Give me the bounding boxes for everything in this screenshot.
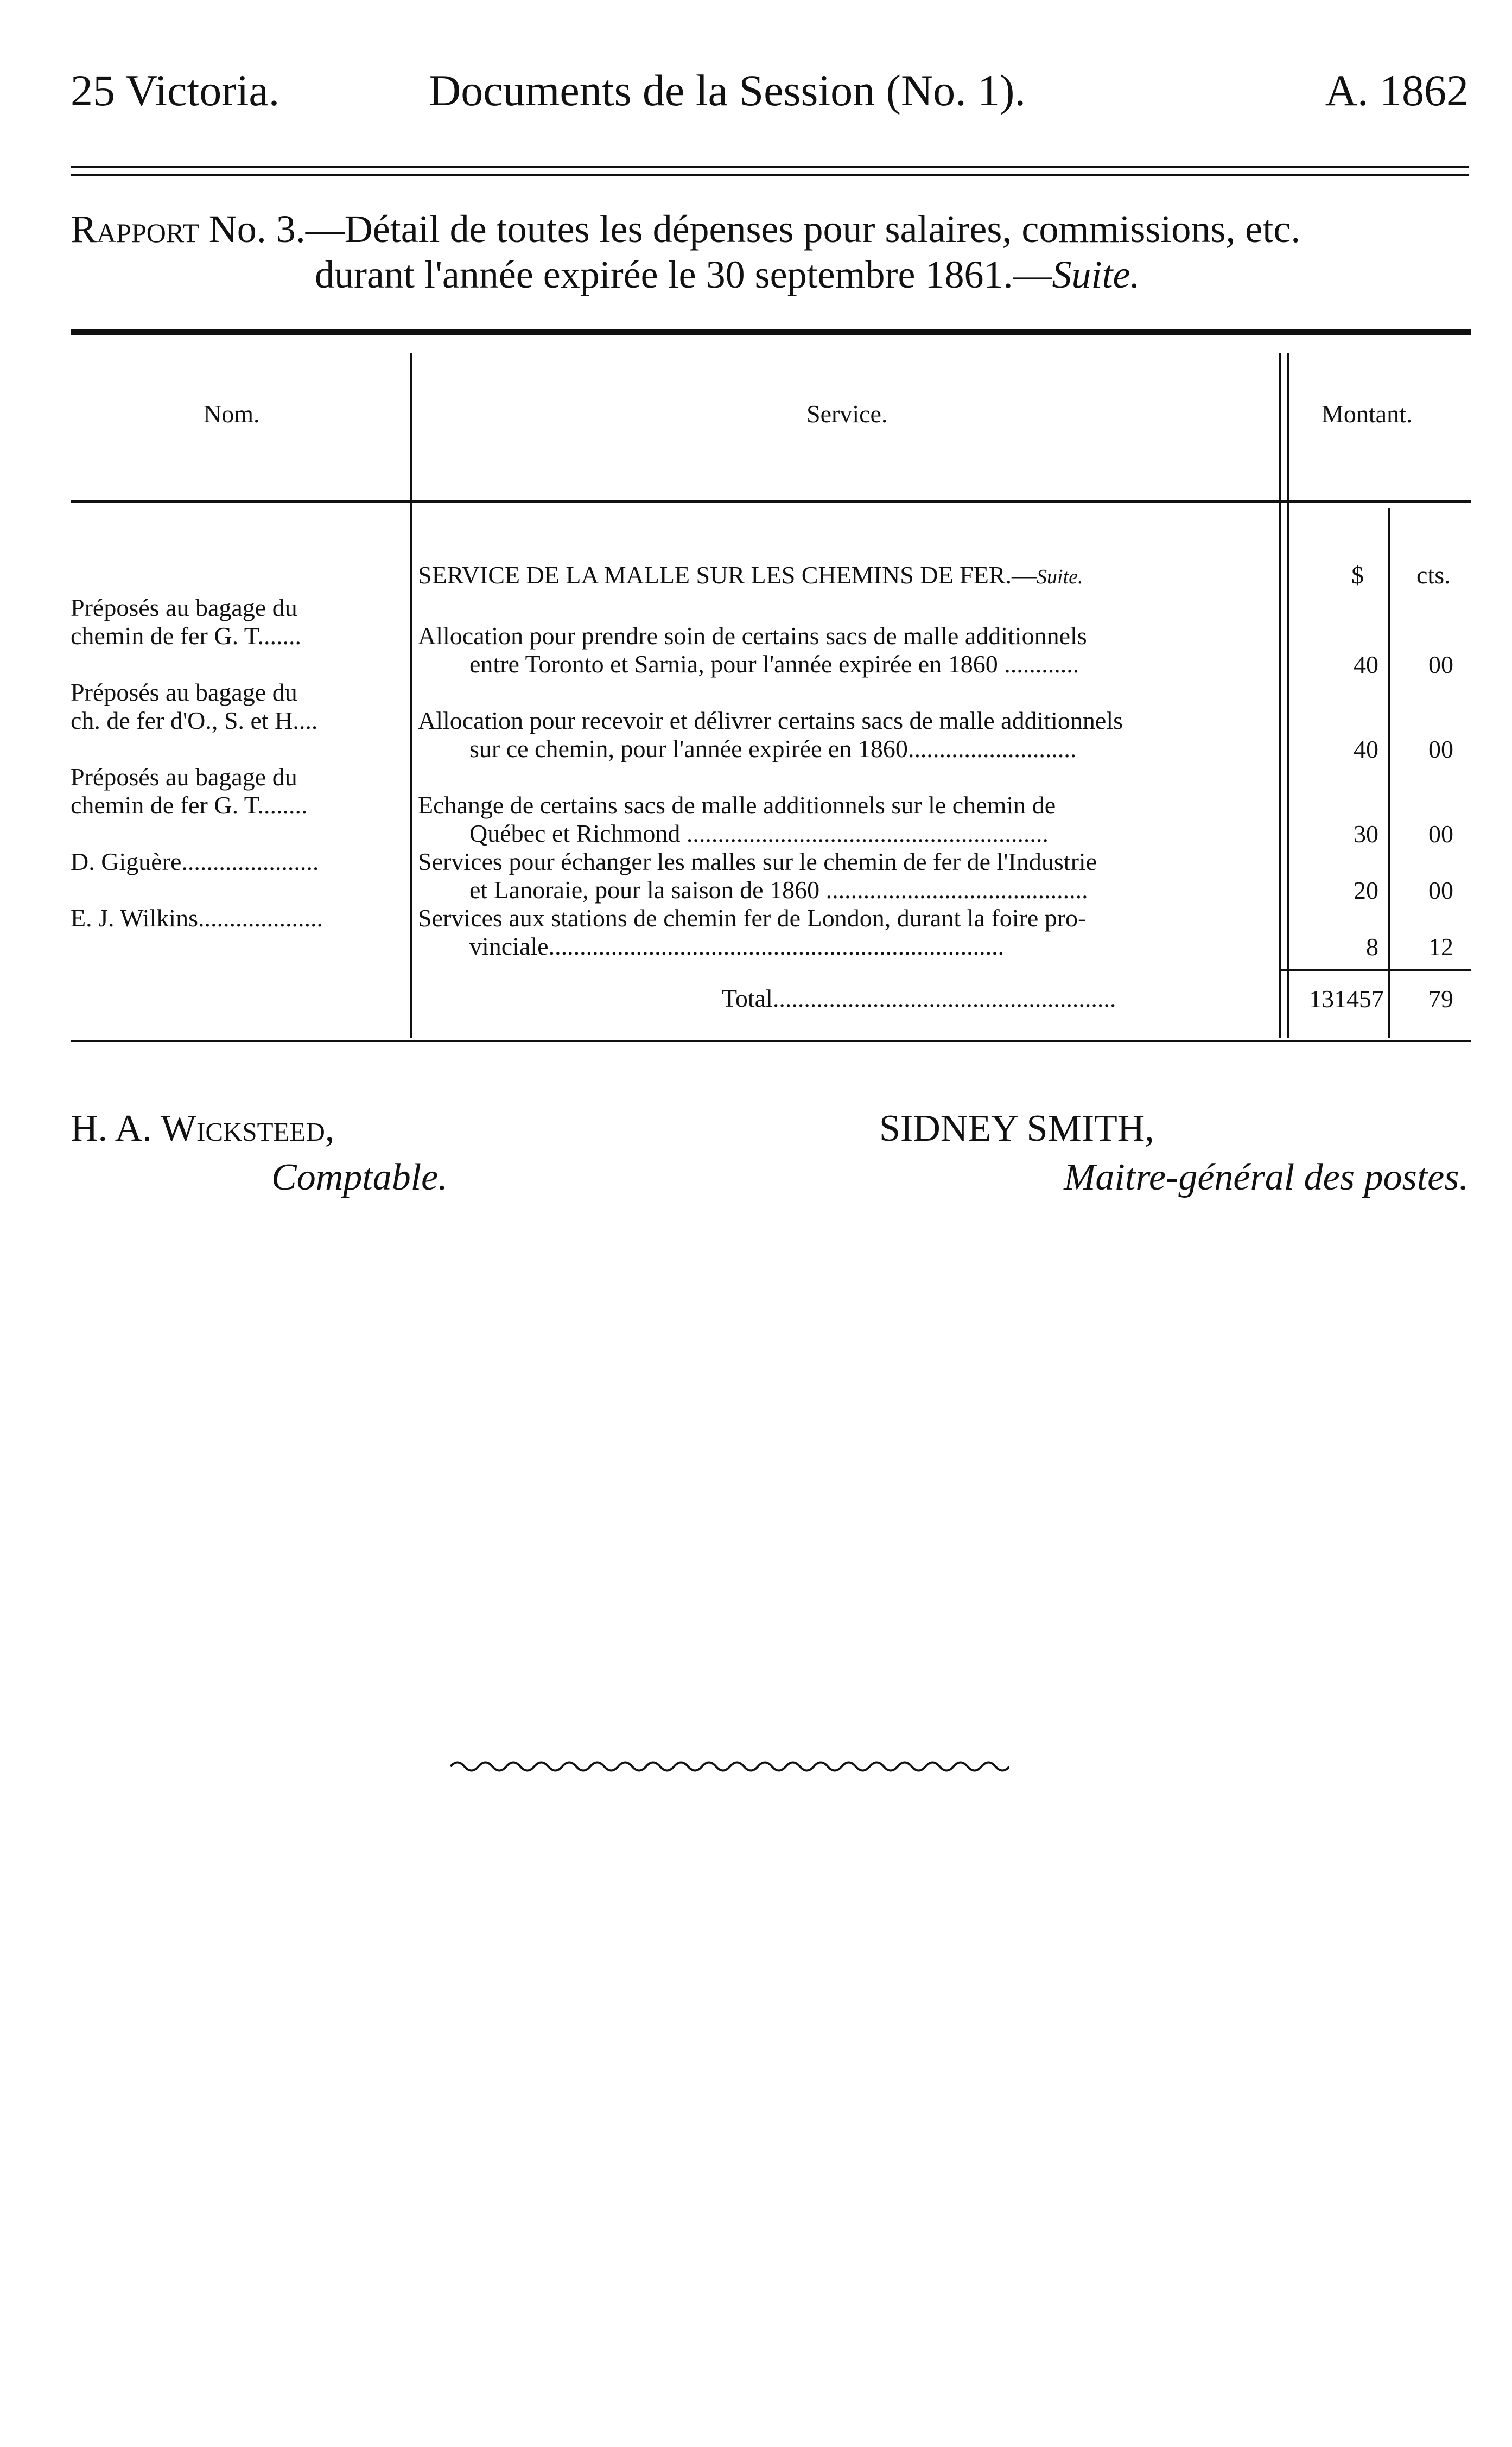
header-rule-top [71, 166, 1469, 168]
col-divider-2b [1287, 353, 1289, 1038]
signature-block [71, 1107, 1469, 1226]
row4-service-line2: et Lanoraie, pour la saison de 1860 .......................................... [469, 876, 1088, 904]
report-title [71, 206, 1469, 297]
row3-service-line1: Echange de certains sacs de malle additionnels sur le chemin de [418, 791, 1056, 819]
report-title-line1 [71, 206, 1469, 252]
row3-service-line2: Québec et Richmond .......................................................... [469, 819, 1049, 847]
row3-cents: 00 [1428, 820, 1453, 848]
total-label: Total....................................................... [722, 984, 1116, 1012]
row3-nom-line1: Préposés au bagage du [71, 763, 297, 791]
table-top-rule [71, 329, 1471, 335]
col-header-nom: Nom. [204, 400, 260, 428]
row1-dollars: 40 [1354, 651, 1378, 678]
row2-cents: 00 [1428, 735, 1453, 763]
row2-nom-line1: Préposés au bagage du [71, 678, 297, 706]
row2-dollars: 40 [1354, 735, 1378, 763]
postmaster-title: Maitre-général des postes. [1064, 1156, 1469, 1198]
row1-service-line1: Allocation pour prendre soin de certains sacs de malle additionnels [418, 622, 1087, 650]
row5-nom-line1: E. J. Wilkins.................... [71, 904, 323, 932]
row4-cents: 00 [1428, 876, 1453, 904]
section-title [418, 561, 1083, 591]
col-divider-2a [1279, 353, 1281, 1038]
expense-table [71, 329, 1471, 1045]
row5-service-line1: Services aux stations de chemin fer de London, durant la foire pro- [418, 904, 1087, 932]
row4-service-line1: Services pour échanger les malles sur le chemin de fer de l'Industrie [418, 848, 1097, 875]
table-header-rule [71, 500, 1471, 503]
row1-nom-line2: chemin de fer G. T....... [71, 622, 301, 650]
report-line1-text: No. 3.—Détail de toutes les dépenses pour salaires, commissions, etc. [199, 207, 1301, 251]
table-bottom-rule [71, 1040, 1471, 1042]
report-prefix: Rapport [71, 207, 199, 251]
total-rule [1279, 969, 1471, 971]
row5-cents: 12 [1428, 933, 1453, 961]
row1-service-line2: entre Toronto et Sarnia, pour l'année expirée en 1860 ............ [469, 650, 1079, 678]
report-title-line2 [71, 252, 1469, 297]
total-dollars: 131457 [1309, 985, 1384, 1013]
report-suite: Suite. [1052, 253, 1140, 296]
header-year: A. 1862 [1325, 66, 1469, 115]
dollar-symbol: $ [1351, 561, 1364, 589]
running-header [71, 65, 1469, 136]
row5-dollars: 8 [1366, 933, 1378, 961]
row3-nom-line2: chemin de fer G. T........ [71, 791, 308, 819]
row4-nom-line1: D. Giguère...................... [71, 848, 319, 875]
col-divider-1 [410, 353, 412, 1038]
total-cents: 79 [1428, 985, 1453, 1013]
postmaster-name: SIDNEY SMITH, [879, 1108, 1154, 1149]
row5-service-line2: vinciale......................................................................... [469, 932, 1005, 960]
row2-service-line1: Allocation pour recevoir et délivrer certains sacs de malle additionnels [418, 707, 1123, 734]
row1-cents: 00 [1428, 651, 1453, 678]
wavy-divider [450, 1756, 1009, 1777]
row3-dollars: 30 [1354, 820, 1378, 848]
header-title: Documents de la Session (No. 1). [429, 66, 1026, 115]
row2-nom-line2: ch. de fer d'O., S. et H.... [71, 707, 318, 734]
col-divider-cents [1388, 508, 1390, 1038]
header-session: 25 Victoria. [71, 66, 280, 115]
row2-service-line2: sur ce chemin, pour l'année expirée en 1860........................... [469, 735, 1077, 762]
col-header-montant: Montant. [1322, 400, 1413, 428]
accountant-name: H. A. Wicksteed, [71, 1108, 335, 1149]
section-suite: Suite. [1036, 565, 1083, 588]
header-rule-bottom [71, 174, 1469, 176]
section-title-text: SERVICE DE LA MALLE SUR LES CHEMINS DE FER.— [418, 561, 1037, 589]
col-header-service: Service. [806, 400, 888, 428]
report-line2-text: durant l'année expirée le 30 septembre 1861.— [315, 253, 1052, 296]
row4-dollars: 20 [1354, 876, 1378, 904]
row1-nom-line1: Préposés au bagage du [71, 594, 297, 621]
accountant-title: Comptable. [271, 1156, 448, 1198]
cents-label: cts. [1416, 561, 1451, 589]
